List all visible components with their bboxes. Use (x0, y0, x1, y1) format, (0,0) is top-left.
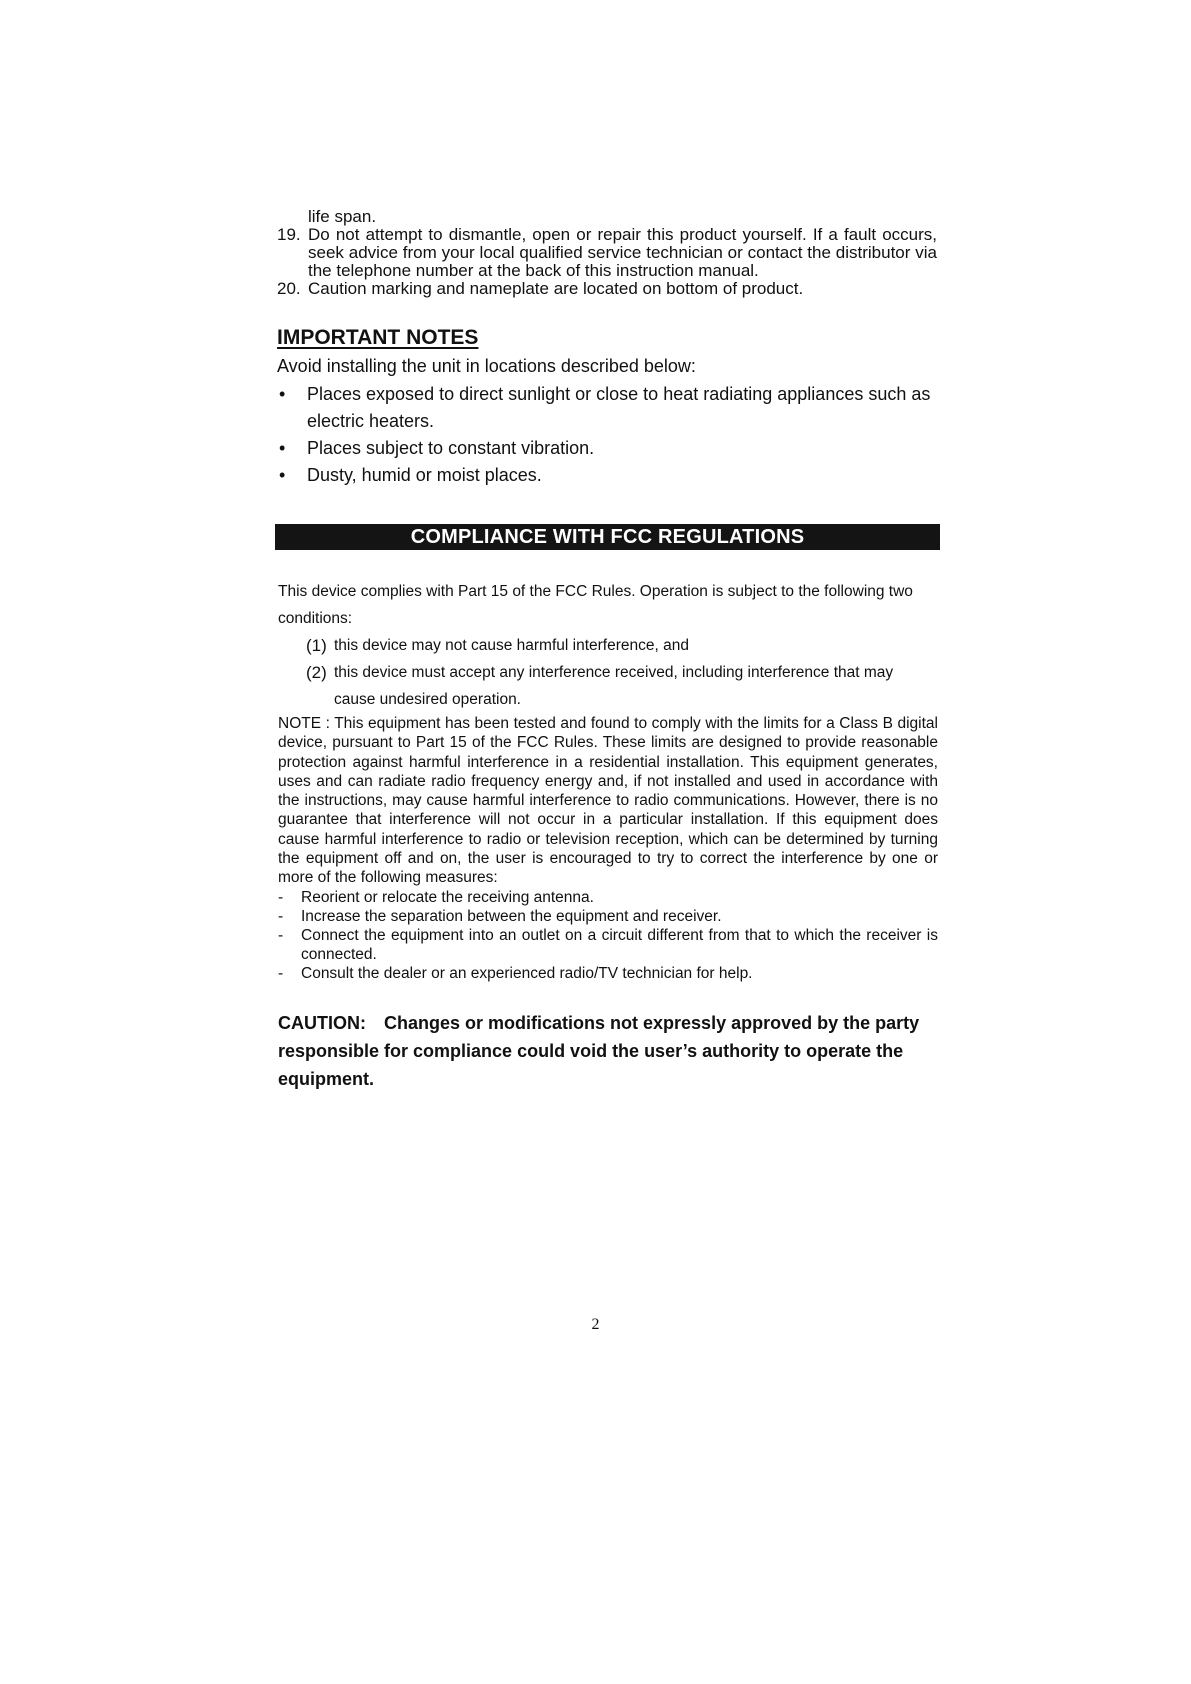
caution-statement (278, 1009, 938, 1093)
caution-text: Changes or modifications not expressly approved by the party responsible for compliance could void the user’s authority to operate the equipment. (278, 1012, 920, 1089)
list-item (278, 926, 938, 964)
fcc-note: NOTE : This equipment has been tested and found to comply with the limits for a Class B digital device, pursuant to Part 15 of the FCC Rules. These limits are designed to provide reasonable protection against harmful interference in a residential installation. This equipment generates, uses and can radiate radio frequency energy and, if not installed and used in accordance with the instructions, may cause harmful interference to radio communications. However, there is no guarantee that interference will not occur in a particular installation. If this equipment does cause harmful interference to radio or television reception, which can be determined by turning the equipment off and on, the user is encouraged to try to correct the interference by one or more of the following measures: (278, 715, 938, 887)
list-item (277, 435, 937, 462)
fcc-intro: This device complies with Part 15 of the FCC Rules. Operation is subject to the following two conditions: (278, 583, 913, 627)
dash-icon: - (278, 926, 284, 944)
condition-number: (1) (306, 636, 327, 655)
upper-section (277, 208, 937, 489)
dash-icon: - (278, 964, 284, 982)
bullet-text: Places exposed to direct sunlight or close to heat radiating appliances such as electric heaters. (307, 384, 931, 431)
list-item (278, 964, 938, 983)
important-notes-list (277, 381, 937, 489)
list-item (277, 381, 937, 435)
bullet-icon: • (279, 384, 286, 404)
dash-icon: - (278, 888, 284, 906)
measure-text: Consult the dealer or an experienced radio/TV technician for help. (301, 964, 753, 982)
fcc-conditions-list (278, 632, 938, 713)
item-number: 20. (277, 279, 301, 298)
measure-text: Connect the equipment into an outlet on a circuit different from that to which the receiver is connected. (301, 926, 938, 963)
list-item (278, 632, 938, 659)
dash-icon: - (278, 907, 284, 925)
list-item (278, 888, 938, 907)
bullet-text: Dusty, humid or moist places. (307, 465, 542, 485)
fcc-section-banner: COMPLIANCE WITH FCC REGULATIONS (275, 524, 940, 550)
condition-text: this device must accept any interference received, including interference that may cause undesired operation. (334, 664, 894, 708)
important-notes-intro: Avoid installing the unit in locations described below: (277, 356, 696, 376)
measure-text: Reorient or relocate the receiving antenna. (301, 888, 594, 906)
list-item (277, 462, 937, 489)
continued-text: life span. (308, 207, 377, 226)
list-item (278, 907, 938, 926)
item-text: Caution marking and nameplate are located on bottom of product. (308, 279, 804, 298)
fcc-measures-list (278, 888, 938, 983)
caution-label: CAUTION: (278, 1012, 366, 1033)
safety-instructions-list (277, 226, 937, 298)
page-number: 2 (591, 1316, 600, 1333)
item-number: 19. (277, 225, 301, 244)
important-notes-heading: IMPORTANT NOTES (277, 326, 479, 349)
list-item (277, 280, 937, 298)
list-item (278, 659, 938, 713)
fcc-section (278, 578, 938, 1093)
list-item (277, 226, 937, 280)
bullet-icon: • (279, 465, 286, 485)
condition-text: this device may not cause harmful interference, and (334, 637, 689, 654)
item-text: Do not attempt to dismantle, open or repair this product yourself. If a fault occurs, seek advice from your local qualified service technician or contact the distributor via the telephone number at the back of this instruction manual. (308, 225, 937, 280)
condition-number: (2) (306, 663, 327, 682)
bullet-text: Places subject to constant vibration. (307, 438, 595, 458)
measure-text: Increase the separation between the equipment and receiver. (301, 907, 722, 925)
bullet-icon: • (279, 438, 286, 458)
